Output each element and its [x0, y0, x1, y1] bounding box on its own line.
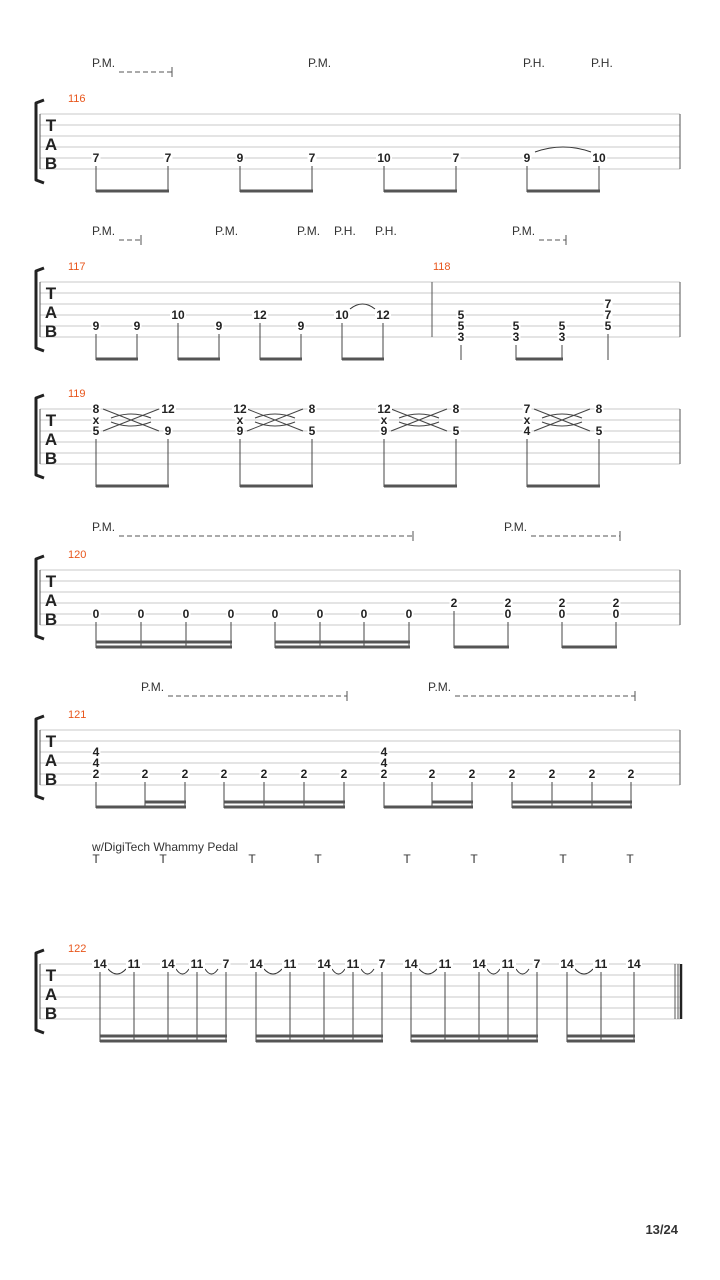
fret-number: 14 [93, 957, 107, 971]
fret-number: 2 [588, 767, 596, 781]
fret-number: 4 [92, 756, 100, 770]
fret-number: 3 [558, 330, 566, 344]
fret-number: 9 [236, 151, 244, 165]
tab-clef-letter: B [44, 610, 58, 629]
tap-mark: T [314, 852, 322, 866]
fret-number: 7 [378, 957, 386, 971]
fret-number: 0 [405, 607, 413, 621]
fret-number: 8 [595, 402, 603, 416]
slur-arc [350, 304, 375, 309]
fret-number: 8 [92, 402, 100, 416]
tap-mark: T [403, 852, 411, 866]
fret-number: 11 [127, 957, 141, 971]
fret-number: 9 [133, 319, 141, 333]
fret-number: 12 [253, 308, 267, 322]
note-beam [454, 646, 509, 649]
fret-number: 11 [501, 957, 515, 971]
fret-number: 12 [376, 308, 390, 322]
note-beam [384, 190, 457, 193]
fret-number: 11 [438, 957, 452, 971]
note-beam [275, 641, 410, 644]
note-beam [384, 485, 457, 488]
note-beam [96, 190, 169, 193]
fret-number: 10 [171, 308, 185, 322]
note-beam [342, 358, 384, 361]
slur-arc [264, 969, 282, 974]
technique-annotation: P.M. [428, 680, 452, 694]
note-beam [96, 646, 232, 649]
note-beam [256, 1040, 383, 1043]
note-beam [516, 358, 563, 361]
fret-number: 0 [271, 607, 279, 621]
technique-annotation: P.M. [92, 520, 116, 534]
fret-number: 12 [377, 402, 391, 416]
note-beam [384, 806, 433, 809]
note-beam [100, 1040, 227, 1043]
fret-number: 2 [612, 596, 620, 610]
technique-annotation: P.M. [141, 680, 165, 694]
measure-number: 120 [68, 549, 87, 561]
technique-annotation: P.M. [512, 224, 536, 238]
note-beam [512, 806, 632, 809]
fret-number: 7 [604, 308, 612, 322]
note-beam [256, 1035, 383, 1038]
technique-annotation: P.M. [92, 56, 116, 70]
page-number: 13/24 [645, 1222, 678, 1237]
slur-arc [205, 969, 218, 974]
measure-number: 122 [68, 943, 87, 955]
fret-number: 9 [523, 151, 531, 165]
fret-number: 14 [627, 957, 641, 971]
fret-number: 0 [137, 607, 145, 621]
note-beam [411, 1040, 538, 1043]
slur-arc [361, 969, 374, 974]
technique-annotation: P.M. [92, 224, 116, 238]
note-beam [100, 1035, 227, 1038]
fret-number: 9 [92, 319, 100, 333]
fret-number: 7 [523, 402, 531, 416]
fret-number: 2 [340, 767, 348, 781]
note-beam [145, 801, 186, 804]
fret-number: 2 [504, 596, 512, 610]
fret-number: 0 [612, 607, 620, 621]
tab-clef-letter: T [45, 966, 57, 985]
tap-mark: T [92, 852, 100, 866]
tap-mark: T [470, 852, 478, 866]
note-beam [240, 190, 313, 193]
fret-number: 2 [141, 767, 149, 781]
fret-number: 0 [92, 607, 100, 621]
fret-number: 5 [512, 319, 520, 333]
fret-number: 3 [512, 330, 520, 344]
fret-number: 9 [297, 319, 305, 333]
fret-number: 14 [317, 957, 331, 971]
fret-number: 7 [222, 957, 230, 971]
fret-number: 2 [260, 767, 268, 781]
fret-number: 2 [468, 767, 476, 781]
fret-number: 2 [300, 767, 308, 781]
note-beam [527, 190, 600, 193]
tap-mark: T [559, 852, 567, 866]
tab-clef-letter: A [44, 135, 58, 154]
fret-number: 0 [182, 607, 190, 621]
fret-number: 0 [316, 607, 324, 621]
note-beam [562, 646, 617, 649]
note-beam [96, 641, 232, 644]
fret-number: 0 [504, 607, 512, 621]
fret-number: x [236, 413, 244, 427]
technique-annotation: P.M. [504, 520, 528, 534]
fret-number: 11 [346, 957, 360, 971]
fret-number: 10 [592, 151, 606, 165]
tab-clef-letter: T [45, 411, 57, 430]
fret-number: 9 [236, 424, 244, 438]
tab-clef-letter: B [44, 154, 58, 173]
fret-number: 10 [377, 151, 391, 165]
fret-number: 9 [380, 424, 388, 438]
technique-annotation: P.H. [334, 224, 356, 238]
fret-number: 2 [548, 767, 556, 781]
technique-annotation: P.H. [375, 224, 397, 238]
note-beam [260, 358, 302, 361]
fret-number: 14 [404, 957, 418, 971]
fret-number: 3 [457, 330, 465, 344]
note-beam [178, 358, 220, 361]
tab-clef-letter: A [44, 591, 58, 610]
fret-number: 2 [558, 596, 566, 610]
fret-number: 0 [227, 607, 235, 621]
fret-number: 5 [604, 319, 612, 333]
fret-number: 0 [558, 607, 566, 621]
slur-arc [487, 969, 500, 974]
fret-number: 8 [308, 402, 316, 416]
fret-number: 5 [558, 319, 566, 333]
fret-number: 12 [233, 402, 247, 416]
slur-arc [516, 969, 529, 974]
note-beam [275, 646, 410, 649]
fret-number: 5 [457, 308, 465, 322]
effect-label: w/DigiTech Whammy Pedal [92, 840, 239, 854]
tab-clef-letter: T [45, 116, 57, 135]
measure-number: 119 [68, 388, 86, 400]
fret-number: 14 [560, 957, 574, 971]
measure-number: 116 [68, 93, 86, 105]
fret-number: 10 [335, 308, 349, 322]
fret-number: 2 [380, 767, 388, 781]
note-beam [512, 801, 632, 804]
tab-clef-letter: A [44, 751, 58, 770]
note-beam [432, 801, 473, 804]
fret-number: 2 [450, 596, 458, 610]
fret-number: 0 [360, 607, 368, 621]
fret-number: x [523, 413, 531, 427]
note-beam [411, 1035, 538, 1038]
tab-clef-letter: B [44, 449, 58, 468]
fret-number: 7 [533, 957, 541, 971]
fret-number: 2 [428, 767, 436, 781]
technique-annotation: P.M. [297, 224, 321, 238]
technique-annotation: P.M. [308, 56, 332, 70]
tab-clef-letter: A [44, 985, 58, 1004]
fret-number: 11 [594, 957, 608, 971]
slur-arc [575, 969, 593, 974]
fret-number: 5 [452, 424, 460, 438]
fret-number: 4 [380, 756, 388, 770]
measure-number: 117 [68, 261, 86, 273]
fret-number: 12 [161, 402, 175, 416]
tab-clef-letter: T [45, 284, 57, 303]
fret-number: 2 [181, 767, 189, 781]
technique-annotation: P.H. [591, 56, 613, 70]
fret-number: 8 [452, 402, 460, 416]
fret-number: x [92, 413, 100, 427]
fret-number: 5 [92, 424, 100, 438]
fret-number: 4 [92, 745, 100, 759]
slur-arc [108, 969, 126, 974]
fret-number: 7 [308, 151, 316, 165]
fret-number: 4 [523, 424, 531, 438]
fret-number: 5 [595, 424, 603, 438]
fret-number: 7 [92, 151, 100, 165]
measure-number: 121 [68, 709, 87, 721]
fret-number: 2 [220, 767, 228, 781]
slur-arc [176, 969, 189, 974]
tab-clef-letter: B [44, 1004, 58, 1023]
tap-mark: T [159, 852, 167, 866]
fret-number: 11 [283, 957, 297, 971]
tap-mark: T [248, 852, 256, 866]
note-beam [96, 485, 169, 488]
tab-clef-letter: T [45, 572, 57, 591]
fret-number: 2 [508, 767, 516, 781]
fret-number: 4 [380, 745, 388, 759]
note-beam [567, 1035, 635, 1038]
fret-number: 7 [452, 151, 460, 165]
technique-annotation: P.H. [523, 56, 545, 70]
fret-number: 14 [249, 957, 263, 971]
fret-number: 5 [308, 424, 316, 438]
fret-number: 9 [215, 319, 223, 333]
tab-clef-letter: T [45, 732, 57, 751]
note-beam [145, 806, 186, 809]
fret-number: 5 [457, 319, 465, 333]
tab-clef-letter: B [44, 770, 58, 789]
note-beam [240, 485, 313, 488]
fret-number: 7 [164, 151, 172, 165]
slur-arc [332, 969, 345, 974]
note-beam [96, 806, 146, 809]
note-beam [527, 485, 600, 488]
technique-annotation: P.M. [215, 224, 239, 238]
fret-number: 14 [472, 957, 486, 971]
measure-number: 118 [433, 261, 451, 273]
fret-number: 11 [190, 957, 204, 971]
fret-number: x [380, 413, 388, 427]
fret-number: 7 [604, 297, 612, 311]
fret-number: 2 [627, 767, 635, 781]
tab-clef-letter: A [44, 303, 58, 322]
fret-number: 14 [161, 957, 175, 971]
tab-clef-letter: A [44, 430, 58, 449]
note-beam [224, 806, 345, 809]
note-beam [567, 1040, 635, 1043]
note-beam [96, 358, 138, 361]
tab-clef-letter: B [44, 322, 58, 341]
tap-mark: T [626, 852, 634, 866]
fret-number: 9 [164, 424, 172, 438]
slur-arc [419, 969, 437, 974]
slur-arc [535, 147, 591, 152]
note-beam [432, 806, 473, 809]
note-beam [224, 801, 345, 804]
fret-number: 2 [92, 767, 100, 781]
